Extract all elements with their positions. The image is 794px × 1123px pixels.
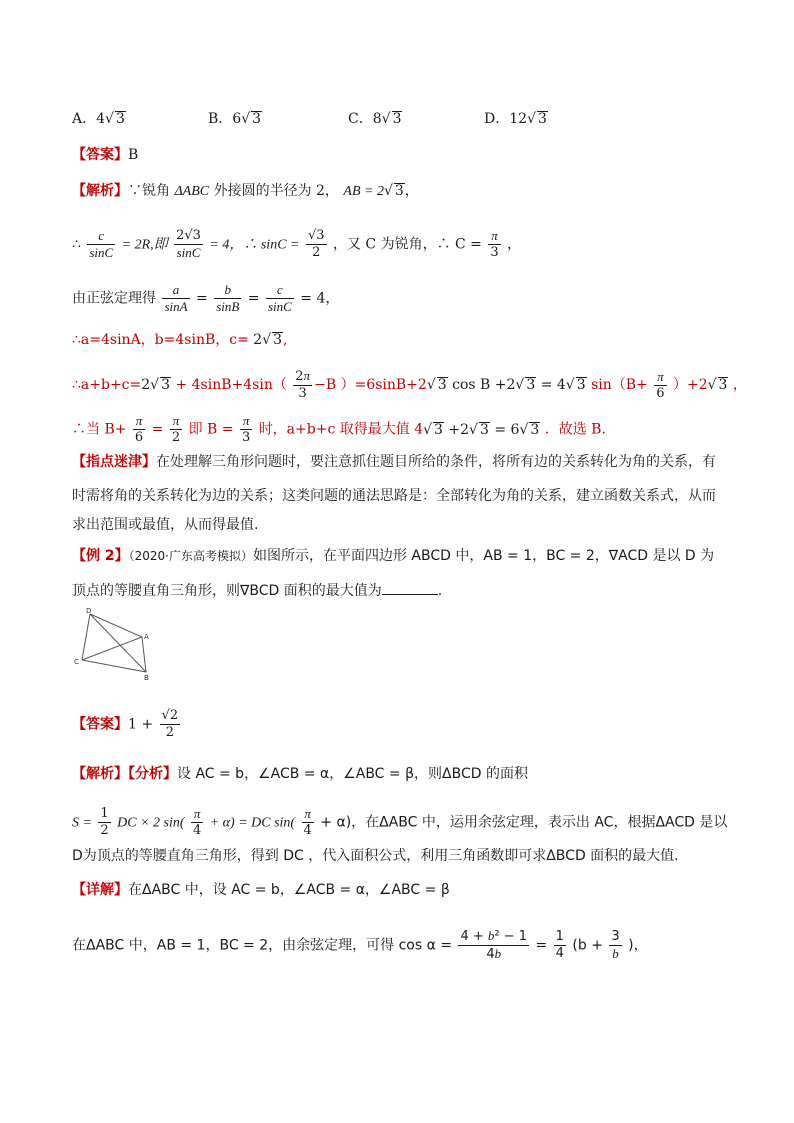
detail-line-2: 在ΔABC 中，AB = 1，BC = 2，由余弦定理，可得 cos α = $\frac{\text{4 + b² − 1}}{4b}$ = $\frac{1}{4}$ (b + $\frac{3}{b}$ )， bbox=[72, 928, 648, 962]
option-a[interactable]: A．4√ 3 bbox=[72, 111, 125, 127]
analysis-1-line-4: ∴a=4sinA，b=4sinB，c= 2√ 3, bbox=[72, 332, 288, 348]
example-2-line-2: 顶点的等腰直角三角形，则∇BCD 面积的最大值为 . bbox=[72, 580, 442, 601]
example-2-line-1: 【例 2】（2020·广东高考模拟）如图所示，在平面四边形 ABCD 中，AB = 1，BC = 2，∇ACD 是以 D 为 bbox=[72, 548, 715, 564]
option-b[interactable]: B．6√ 3 bbox=[208, 111, 262, 127]
answer-blank[interactable] bbox=[382, 580, 438, 595]
analysis-1-line-1: 【解析】∵锐角 ΔABC 外接圆的半径为 2， AB = 2√ 3， bbox=[72, 183, 419, 199]
analysis-2-line-1: 【解析】【分析】设 AC = b，∠ACB = α，∠ABC = β，则ΔBCD 的面积 bbox=[72, 766, 528, 782]
analysis-1-line-5: ∴a+b+c=2√ 3 + 4sinB+4sin（ $\frac{2\pi}{3}$ −B ）=6sinB+2√ 3 cos B +2√ 3 = 4√ 3 sin（B+ $\frac{\pi}{6}$ ）+2√ 3 ， bbox=[72, 368, 747, 401]
tips-line-1: 【指点迷津】在处理解三角形问题时，要注意抓住题目所给的条件，将所有边的关系转化为角的关系，有 bbox=[72, 454, 716, 470]
detail-line-1: 【详解】在ΔABC 中，设 AC = b，∠ACB = α，∠ABC = β bbox=[72, 882, 450, 898]
analysis-1-line-3: 由正弦定理得 $\frac{a}{\sin A}$ = $\frac{b}{\sin B}$ = $\frac{c}{\sin C}$ = 4， bbox=[72, 282, 340, 314]
figure-label-c: C bbox=[74, 658, 79, 666]
figure-label-a: A bbox=[144, 633, 149, 641]
tips-line-3: 求出范围或最值，从而得最值. bbox=[72, 517, 259, 533]
tips-line-2: 时需将角的关系转化为边的关系；这类问题的通法思路是：全部转化为角的关系，建立函数关系式，从而 bbox=[72, 488, 716, 504]
figure-label-d: D bbox=[86, 607, 92, 615]
option-c[interactable]: C．8√ 3 bbox=[348, 111, 402, 127]
analysis-1-line-6: ∴当 B+ $\frac{\pi}{6}$ = $\frac{\pi}{2}$ 即 B = $\frac{\pi}{3}$ 时，a+b+c 取得最大值 4√ 3 +2√ 3 = 6√ 3 ．故选 B. bbox=[72, 413, 606, 445]
figure-label-b: B bbox=[144, 674, 149, 682]
analysis-2-line-3: D为顶点的等腰直角三角形，得到 DC ，代入面积公式，利用三角函数即可求ΔBCD 面积的最大值. bbox=[72, 848, 679, 864]
answer-1: 【答案】B bbox=[72, 147, 139, 163]
analysis-2-line-2: S = $\frac{1}{2}$ DC × 2 sin( $\frac{\pi}{4}$ + α) = DC sin( $\frac{\pi}{4}$ + α)，在ΔABC 中，运用余弦定理，表示出 AC，根据ΔACD 是以 bbox=[72, 806, 728, 838]
option-d[interactable]: D．12√ 3 bbox=[484, 111, 547, 127]
quadrilateral-figure bbox=[74, 606, 158, 682]
answer-2: 【答案】1 + $\frac{√2}{2}$ bbox=[72, 708, 179, 740]
analysis-1-line-2: ∴ $\frac{c}{\sin C}$ = 2R,即 $\frac{2√3}{\sin C}$ = 4，∴ sinC = $\frac{√3}{2}$ ，又 C 为锐角，∴ C = $\frac{\pi}{3}$ ， bbox=[72, 228, 522, 260]
